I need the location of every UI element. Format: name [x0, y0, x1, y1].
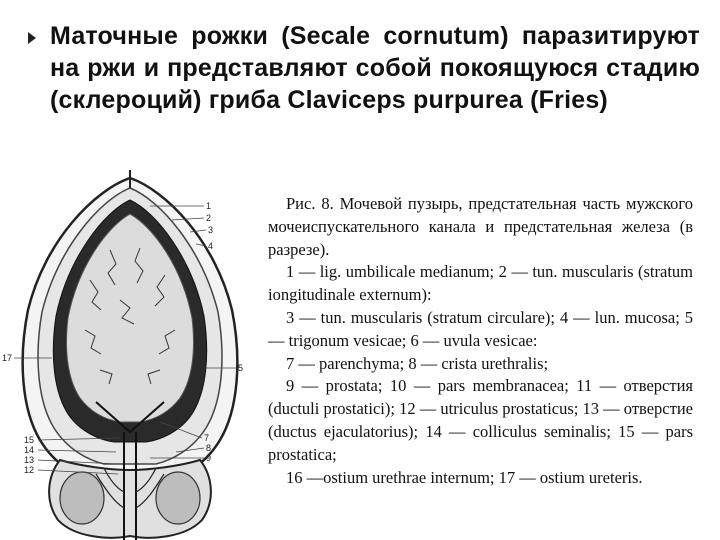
figure-caption — [268, 193, 693, 489]
caption-line: 1 — lig. umbilicale medianum; 2 — tun. muscularis (stratum iongitudinale externum): — [268, 262, 693, 305]
figure-label-8: 8 — [206, 443, 212, 453]
caption-line: 3 — tun. muscularis (stratum circulare); 4 — lun. mucosa; 5 — trigonum vesicae; 6 — uvula vesicae: — [268, 307, 693, 350]
prostate-lobe-right — [156, 472, 200, 524]
figure-label-1: 1 — [206, 201, 212, 211]
figure-label-4: 4 — [208, 241, 214, 251]
figure-label-9: 9 — [206, 453, 212, 463]
figure-label-2: 2 — [206, 213, 212, 223]
figure-label-15: 15 — [24, 435, 35, 445]
caption-line: 9 — prostata; 10 — pars membranacea; 11 — отверстия (ductuli prostatici); 12 — utriculus prostaticus; 13 — отверстие (ductus ejaculatorius); 14 — colliculus seminalis; 15 — pars prostatica; — [268, 376, 693, 464]
bullet-item — [20, 20, 700, 116]
triangle-bullet-icon — [28, 32, 36, 44]
figure-label-13: 13 — [24, 455, 35, 465]
bladder-prostate-drawing — [0, 170, 262, 540]
prostate-lobe-left — [60, 472, 104, 524]
figure-label-17: 17 — [2, 353, 13, 363]
anatomical-figure — [0, 170, 262, 540]
caption-line: 7 — parenchyma; 8 — crista urethralis; — [286, 353, 549, 373]
figure-label-12: 12 — [24, 465, 35, 475]
caption-line: 16 —ostium urethrae internum; 17 — ostium ureteris. — [286, 467, 643, 487]
figure-label-5: 5 — [238, 363, 244, 373]
bullet-text: Маточные рожки (Secale cornutum) паразитируют на ржи и представляют собой покоящуюся стадию (склероций) гриба Claviceps purpurea (Fries) — [50, 22, 700, 114]
figure-label-14: 14 — [24, 445, 35, 455]
caption-title: Рис. 8. Мочевой пузырь, предстательная часть мужского мочеиспускательного канала и предстательная железа (в разрезе). — [268, 194, 693, 259]
figure-label-3: 3 — [208, 225, 214, 235]
figure-label-7: 7 — [204, 433, 210, 443]
